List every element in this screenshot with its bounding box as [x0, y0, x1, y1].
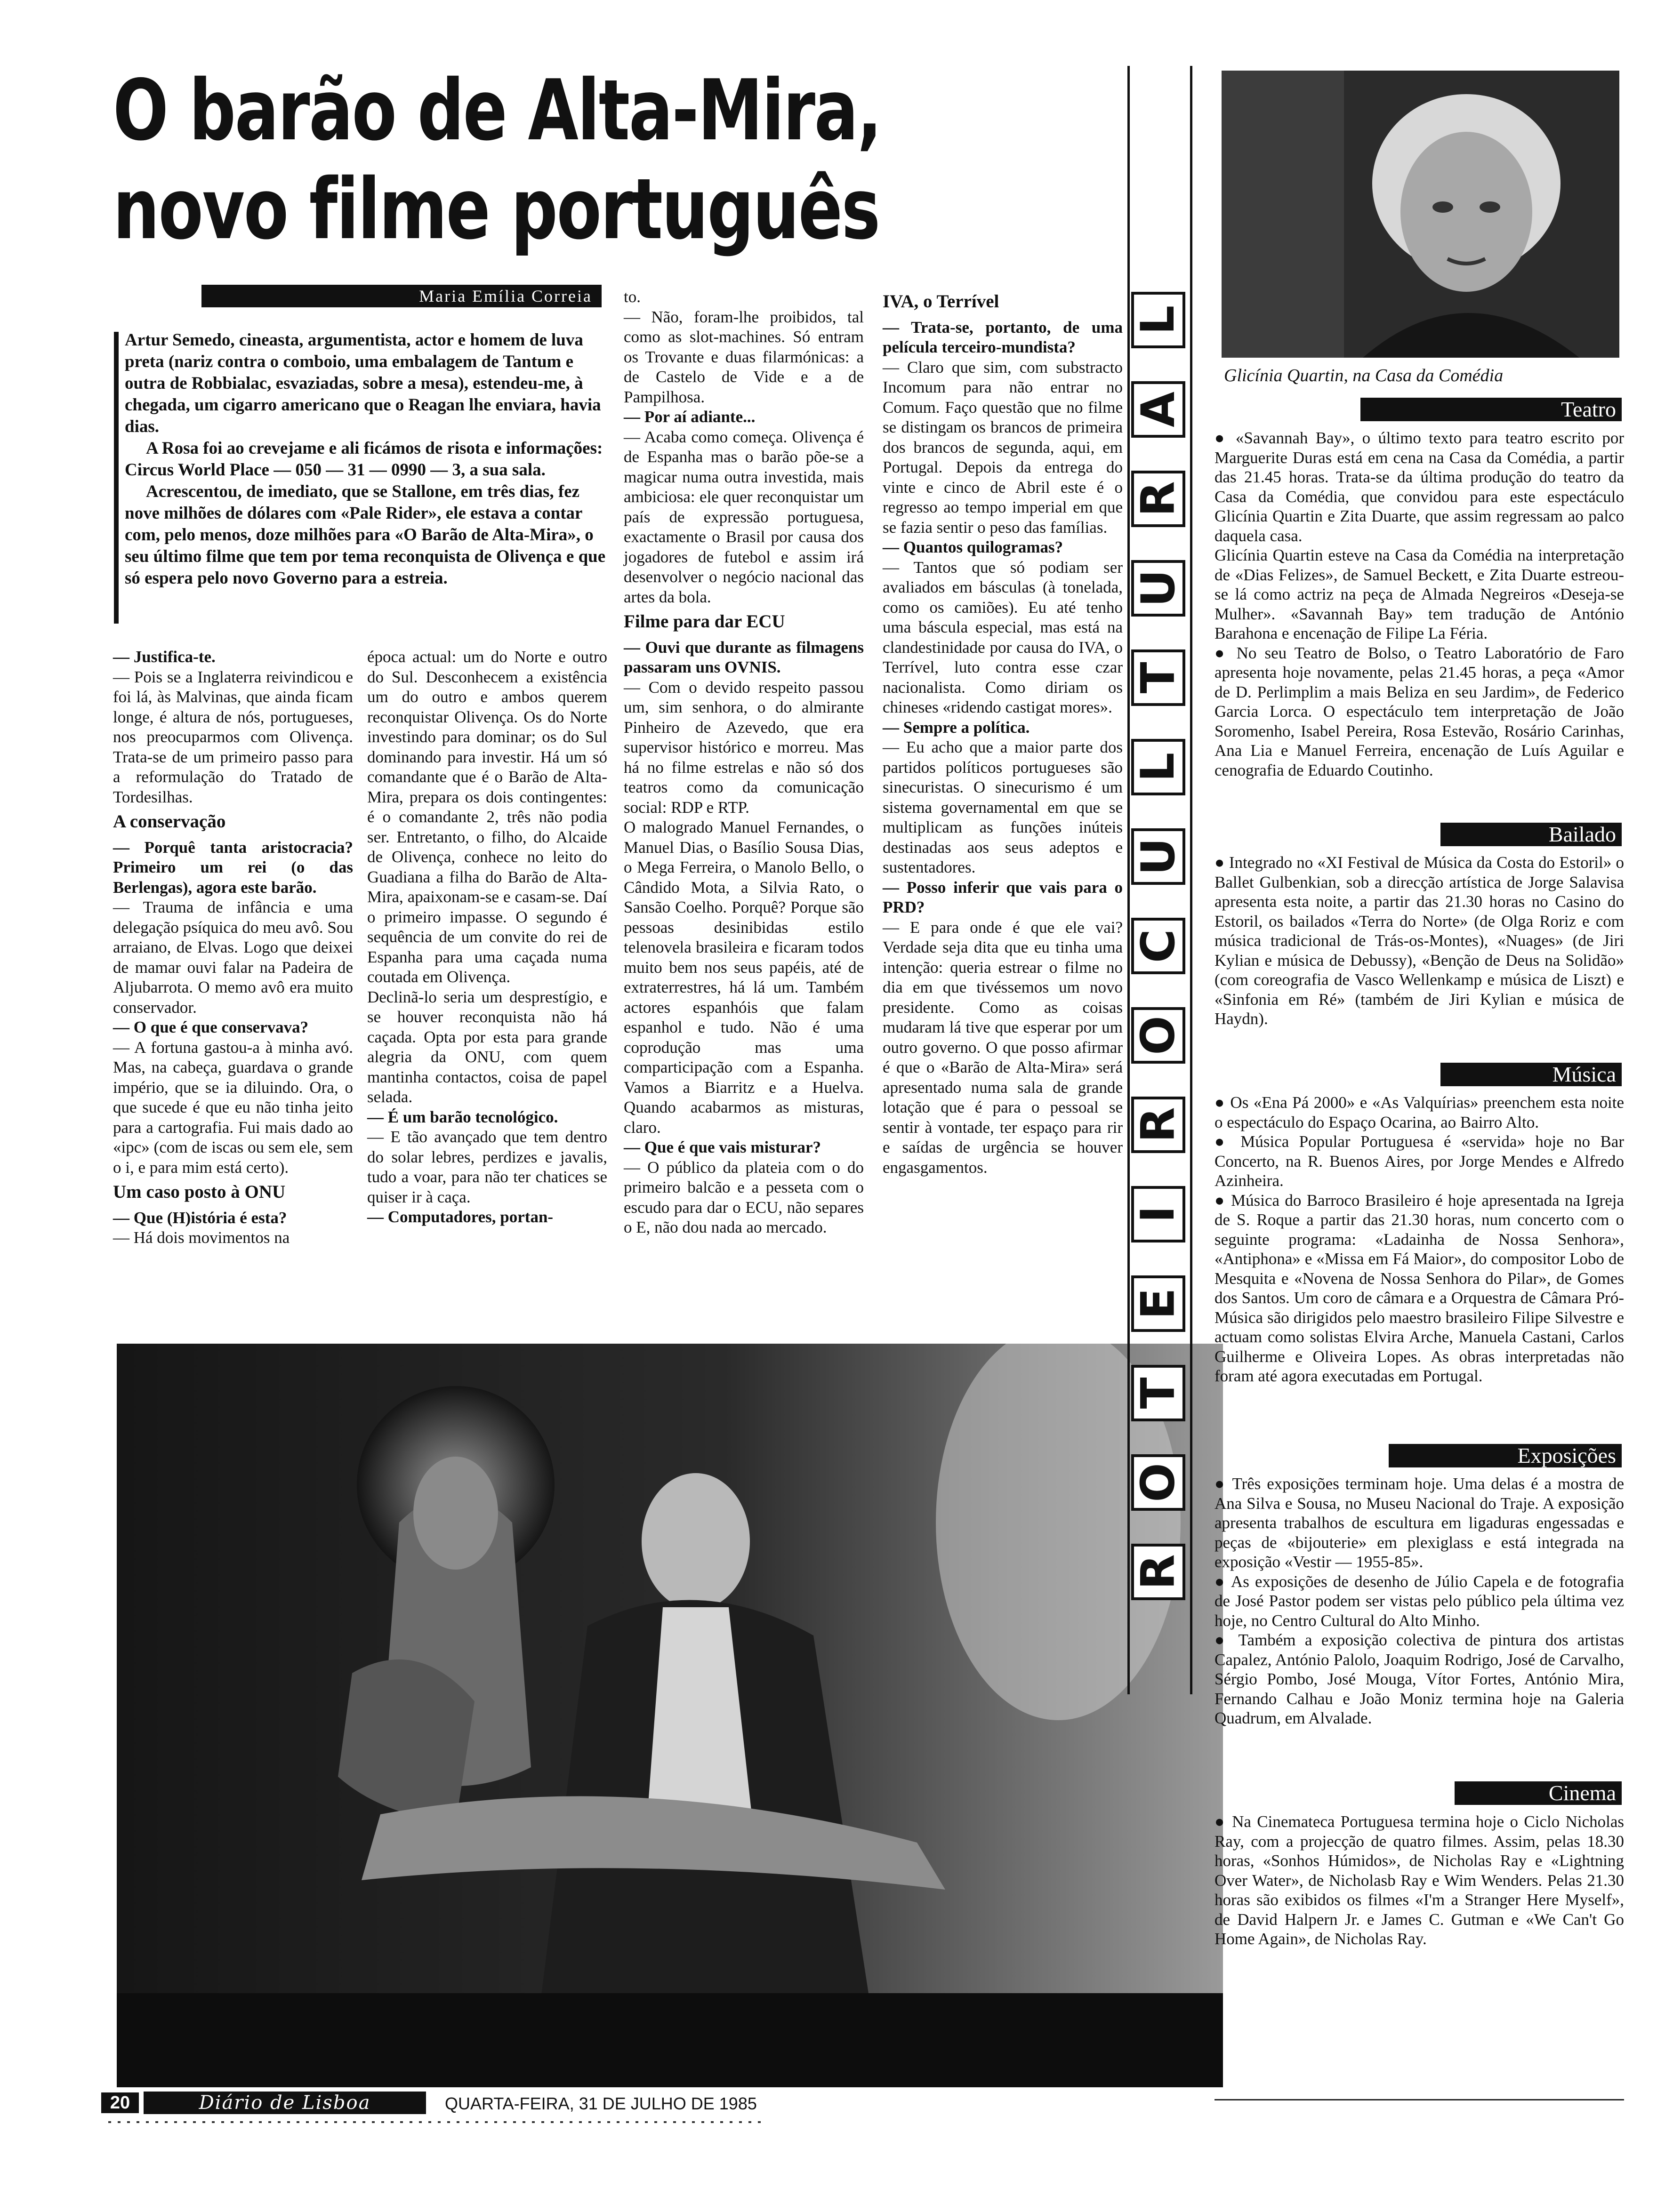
- interview-question: — Que é que vais misturar?: [624, 1138, 821, 1156]
- portrait-photo: [1222, 71, 1619, 358]
- section-heading-exposicoes: Exposições: [1389, 1444, 1622, 1467]
- paragraph: época actual: um do Norte e outro do Sul. Desconhecem a existência um do outro e ambos querem reconquistar Olivença. Os do Norte investindo para dominar; os do Sul dominando para investir. Há um só comandante que é o Barão de Alta-Mira, prepara os dois contingentes: é o comandante 2, três não podia ser. Entretanto, o filho, do Alcaide de Olivença, conhece no leito do Guadiana a filha do Barão de Alta-Mira, apaixonam-se e casam-se. Daí o primeiro impasse. O segundo é sequência de um convite do rei de Espanha para uma caçada numa coutada em Olivença.: [367, 648, 607, 986]
- paragraph: Declinã-lo seria um desprestígio, e se houver reconquista não há caçada. Opta por esta para grande alegria da ONU, com quem mantinha contactos, coisa de papel selada.: [367, 987, 607, 1106]
- subheading: IVA, o Terrível: [883, 291, 999, 312]
- paragraph: — Tantos que só podiam ser avaliados em básculas (à tonelada, como os camiões). Eu até tenho uma báscula especial, mas está na clandestinidade por causa do IVA, o Terrível, luto contra esse czar nacionalista. Como diriam os chineses «ridendo castigat mores».: [883, 558, 1123, 716]
- sidebar-title-letter: [1131, 1097, 1185, 1153]
- paragraph: to.: [624, 288, 641, 306]
- photo-illustration: [117, 1344, 1223, 2087]
- sidebar-title-letter-text: O: [1131, 1463, 1185, 1502]
- section-cinema: [1215, 1812, 1624, 1949]
- sidebar-title-letter: [1131, 292, 1185, 348]
- issue-date: QUARTA-FEIRA, 31 DE JULHO DE 1985: [445, 2094, 757, 2113]
- paragraph: — Claro que sim, com substracto Incomum para não entrar no Comum. Faço questão que no filme se distingam os brancos de primeira dos brancos de segunda, aqui, em Portugal. Depois da entrega do vinte e cinco de Abril este é o regresso ao tempo imperial em que se fazia sentir o peso das famílias.: [883, 358, 1123, 537]
- section-teatro: [1215, 428, 1624, 780]
- section-heading-bailado: Bailado: [1440, 823, 1622, 846]
- paragraph: — E tão avançado que tem dentro do solar lebres, perdizes e javalis, tudo a voar, para não ter chatices se quiser ir à caça.: [367, 1128, 607, 1206]
- paragraph: — O público da plateia com o do primeiro balcão e a pesseta com o escudo para dar o ECU, não separes o E, não dou nada ao mercado.: [624, 1158, 864, 1236]
- sidebar-title-letter-text: R: [1131, 1554, 1185, 1590]
- listing-paragraph: ● Integrado no «XI Festival de Música da Costa do Estoril» o Ballet Gulbenkian, sob a direcção artística de Jorge Salavisa apresenta esta noite, a partir das 21.30 horas no Casino do Estoril, os bailados «Terra do Norte» (de Olga Roriz e com música tradicional de Trás-os-Montes), «Nuages» (de Jiri Kylian e música de Debussy), «Benção de Deus na Solidão» (com coreografia de Vasco Wellenkamp e música de Liszt) e «Sinfonia em Ré» (também de Jiri Kylian e música de Haydn).: [1215, 853, 1624, 1028]
- article-photo: [117, 1344, 1223, 2087]
- listing-paragraph: ● No seu Teatro de Bolso, o Teatro Laboratório de Faro apresenta hoje novamente, pelas 21.45 horas, a peça «Amor de D. Perlimplim a mais Beliza en seu Jardim», de Federico Garcia Lorca. O espectáculo tem interpretação de João Soromenho, Isabel Pereira, Rosa Estevão, Rosário Carinhas, Ana Lia e Manuel Ferreira, encenação de Luís Aguilar e cenografia de Eduardo Coutinho.: [1215, 643, 1624, 779]
- sidebar-title-letter: [1131, 381, 1185, 438]
- sidebar-title-letter-text: E: [1131, 1288, 1185, 1320]
- article-column-4: [883, 287, 1123, 1178]
- paragraph: — Com o devido respeito passou um, sim senhora, o do almirante Pinheiro de Azevedo, que era supervisor histórico e morreu. Mas há no filme estrelas e não só dos teatros como da comunicação social: RDP e RTP.: [624, 678, 864, 817]
- paragraph: — Acaba como começa. Olivença é de Espanha mas o barão põe-se a magicar numa outra investida, mais ambiciosa: ele quer reconquistar um país de expressão portuguesa, exactamente o Brasil por causa dos jogadores de futebol e assim irá desenvolver o negócio nacional das artes da bola.: [624, 427, 864, 606]
- article-column-3: [624, 287, 864, 1238]
- intro: [125, 329, 610, 589]
- interview-question: — Posso inferir que vais para o PRD?: [883, 878, 1123, 916]
- sidebar-bottom-rule: [1215, 2099, 1624, 2100]
- sidebar-title-letter: [1131, 649, 1185, 706]
- headline-line-2: novo filme português: [113, 160, 879, 258]
- sidebar-title-letter: [1131, 1544, 1185, 1600]
- subheading: A conservação: [113, 811, 226, 832]
- footer-dotted-rule: [108, 2118, 767, 2126]
- section-heading-teatro: Teatro: [1360, 398, 1622, 421]
- interview-question: — O que é que conservava?: [113, 1018, 309, 1036]
- interview-question: — Ouvi que durante as filmagens passaram uns OVNIS.: [624, 638, 864, 676]
- sidebar-title-letter-text: L: [1131, 752, 1185, 782]
- sidebar-title-letter: [1131, 1007, 1185, 1064]
- portrait-caption: Glicínia Quartin, na Casa da Comédia: [1224, 366, 1504, 385]
- sidebar-title-letter-text: A: [1131, 392, 1185, 427]
- sidebar-title-letter: [1131, 828, 1185, 885]
- sidebar-title-letter-text: O: [1131, 1016, 1185, 1055]
- section-musica: [1215, 1093, 1624, 1386]
- listing-paragraph: ● Na Cinemateca Portuguesa termina hoje o Ciclo Nicholas Ray, com a projecção de quatro filmes. Assim, pelas 18.30 horas, «Sonhos Húmidos», de Nicholas Ray e «Lightning Over Water», de Nicholasb Ray e Wim Wenders. Pelas 21.30 horas são exibidos os filmes «I'm a Stranger Here Myself», de David Halpern Jr. e James C. Gutman e «We Can't Go Home Again», de Nicholas Ray.: [1215, 1812, 1624, 1948]
- article-column-1: [113, 647, 353, 1248]
- intro-paragraph: A Rosa foi ao crevejame e ali ficámos de risota e informações: Circus World Place — 050 — 31 — 0990 — 3, a sua sala.: [125, 439, 603, 480]
- sidebar-title-letter-text: I: [1131, 1205, 1185, 1223]
- subheading: Um caso posto à ONU: [113, 1182, 286, 1202]
- paragraph: — Eu acho que a maior parte dos partidos políticos portugueses são sinecuristas. O sinecurismo é um sistema governamental em que se multiplicam as funções inúteis destinadas aos seus adeptos e sustentadores.: [883, 738, 1123, 876]
- article-column-2: [367, 647, 607, 1227]
- subheading: Filme para dar ECU: [624, 611, 785, 632]
- listing-paragraph: ● Música do Barroco Brasileiro é hoje apresentada na Igreja de S. Roque a partir das 21.30 horas, num concerto com o seguinte programa: «Ladainha de Nossa Senhora», «Antiphona» e «Missa em Fá Maior», do compositor Lobo de Mesquita e «Novena de Nossa Senhora do Pilar», de Gomes dos Santos. Um coro de câmara e a Orquestra de Câmara Pró-Música são dirigidos pelo maestro brasileiro Filipe Silvestre e actuam como solistas Elvira Arche, Manuela Castani, Carlos Guilherme e Oliveira Lopes. As obras interpretadas não foram até agora executadas em Portugal.: [1215, 1191, 1624, 1385]
- byline-bar: [201, 285, 602, 307]
- sidebar-title-letter: [1131, 471, 1185, 527]
- sidebar-title-letter: [1131, 1275, 1185, 1332]
- interview-question: — Quantos quilogramas?: [883, 538, 1063, 556]
- interview-question: — É um barão tecnológico.: [367, 1107, 558, 1126]
- sidebar-title-letter-text: L: [1131, 305, 1185, 335]
- sidebar-title-letter: [1131, 1365, 1185, 1421]
- sidebar-title-letter-text: C: [1131, 929, 1185, 963]
- sidebar-title-letter-text: U: [1131, 569, 1185, 607]
- listing-paragraph: ● Três exposições terminam hoje. Uma delas é a mostra de Ana Silva e Sousa, no Museu Nacional do Traje. A exposição apresenta trabalhos de escultura em ligaduras engessadas e peças de «bijouterie» em plexiglass e está integrada na exposição «Vestir — 1955-85».: [1215, 1475, 1624, 1571]
- listing-paragraph: ● As exposições de desenho de Júlio Capela e de fotografia de José Pastor podem ser vistas pelo público pela última vez hoje, no Centro Cultural do Alto Minho.: [1215, 1572, 1624, 1630]
- listing-paragraph: ● Os «Ena Pá 2000» e «As Valquírias» preenchem esta noite o espectáculo do Espaço Ocarina, ao Bairro Alto.: [1215, 1093, 1624, 1131]
- sidebar-title-letter-text: R: [1131, 481, 1185, 517]
- sidebar-title-letter-text: R: [1131, 1107, 1185, 1143]
- sidebar-title-letter: [1131, 1454, 1185, 1511]
- sidebar-title-letter-text: T: [1131, 662, 1185, 694]
- listing-paragraph: ● Também a exposição colectiva de pintura dos artistas Capalez, António Palolo, Joaquim Rodrigo, José de Carvalho, Sérgio Pombo, José Mouga, Vítor Fortes, António Mira, Fernando Calhau e João Moniz termina hoje na Galeria Quadrum, em Alvalade.: [1215, 1631, 1624, 1727]
- interview-question: — Justifica-te.: [113, 648, 216, 666]
- section-bailado: [1215, 853, 1624, 1029]
- portrait-illustration: [1222, 71, 1619, 358]
- interview-question: — Que (H)istória é esta?: [113, 1208, 287, 1227]
- newspaper-name: Diário de Lisboa: [144, 2092, 426, 2114]
- interview-question: — Computadores, portan-: [367, 1208, 554, 1226]
- headline-line-1: O barão de Alta-Mira,: [113, 62, 881, 159]
- sidebar-title-letter: [1131, 1186, 1185, 1242]
- section-heading-musica: Música: [1440, 1063, 1622, 1086]
- sidebar-title-letter: [1131, 560, 1185, 617]
- paragraph: — Não, foram-lhe proibidos, tal como as slot-machines. Só entram os Trovante e duas filarmónicas: a de Castelo de Vide e a de Pampilhosa.: [624, 307, 864, 406]
- section-heading-cinema: Cinema: [1455, 1781, 1622, 1805]
- interview-question: — Trata-se, portanto, de uma película terceiro-mundista?: [883, 318, 1123, 356]
- paragraph: — E para onde é que ele vai? Verdade seja dita que eu tinha uma intenção: queria estrear o filme no dia em que tivéssemos um novo presidente. Como as coisas mudaram lá tive que esperar por um outro governo. O que posso afirmar é que o «Barão de Alta-Mira» será apresentado numa sala de grande lotação que é para o pessoal se sentir à vontade, ter espaço para rir e saídas de urgência se houver engasgamentos.: [883, 918, 1123, 1177]
- paragraph: — Pois se a Inglaterra reivindicou e foi lá, às Malvinas, que ainda ficam longe, é altura de nós, portugueses, nos preocuparmos com Olivença. Trata-se de um primeiro passo para a reformulação do Tratado de Tordesilhas.: [113, 667, 353, 806]
- sidebar-title-letter: [1131, 918, 1185, 974]
- intro-paragraph: Acrescentou, de imediato, que se Stallone, em três dias, fez nove milhões de dólares com «Pale Rider», ele estava a contar com, pelo menos, doze milhões para «O Barão de Alta-Mira», o seu último filme que tem por tema reconquista de Olivença e que só espera pelo novo Governo para a estreia.: [125, 482, 606, 588]
- intro-rule: [114, 332, 119, 624]
- paragraph: — Trauma de infância e uma delegação psíquica do meu avô. Sou arraiano, de Elvas. Logo que deixei de mamar ouvi falar na Padeira de Aljubarrota. O memo avô era muito conservador.: [113, 898, 353, 1017]
- interview-question: — Sempre a política.: [883, 718, 1030, 737]
- section-exposicoes: [1215, 1474, 1624, 1728]
- sidebar-title-letter: [1131, 739, 1185, 795]
- listing-paragraph: ● Música Popular Portuguesa é «servida» hoje no Bar Concerto, na R. Buenos Aires, por Jorge Mendes e Alfredo Azinheira.: [1215, 1132, 1624, 1190]
- byline: Maria Emília Correia: [419, 287, 592, 305]
- interview-question: — Por aí adiante...: [624, 408, 756, 426]
- page-number: 20: [101, 2092, 139, 2113]
- listing-paragraph: Glicínia Quartin esteve na Casa da Comédia na interpretação de «Dias Felizes», de Samuel Beckett, e Zita Duarte estreou-se lá como actriz na peça de Almada Negreiros «Deseja-se Mulher». «Savannah Bay» tem tradução de António Barahona e encenação de Filipe La Féria.: [1215, 546, 1624, 642]
- sidebar-title-letter-text: T: [1131, 1377, 1185, 1409]
- paragraph: O malogrado Manuel Fernandes, o Manuel Dias, o Basílio Sousa Dias, o Mega Ferreira, o Manolo Bello, o Cândido Mota, a Silvia Rato, o Sansão Coelho. Porquê? Porque são pessoas desinibidas estilo telenovela brasileira e ficaram todos muito bem nos seus papéis, até de extraterrestres, há lá um. Também actores espanhóis que falam espanhol e tudo. Não é uma coprodução mas uma comparticipação com a Espanha. Vamos a Biarritz e a Huelva. Quando acabarmos as misturas, claro.: [624, 818, 864, 1137]
- paragraph: — A fortuna gastou-a à minha avó. Mas, na cabeça, guardava o grande império, que se ia diluindo. Ora, o que sucede é que eu não tinha jeito para a cartografia. Fui mais dado ao «ipc» (com de iscas ou sem ele, sem o i, e para mim está certo).: [113, 1038, 353, 1177]
- listing-paragraph: ● «Savannah Bay», o último texto para teatro escrito por Marguerite Duras está em cena na Casa da Comédia, a partir das 21.45 horas. Trata-se da última produção do teatro da Casa da Comédia, que convidou para este espectáculo Glicínia Quartin e Zita Duarte, que assim regressam ao palco daquela casa.: [1215, 429, 1624, 545]
- interview-question: — Porquê tanta aristocracia? Primeiro um rei (o das Berlengas), agora este barão.: [113, 838, 353, 897]
- paragraph: — Há dois movimentos na: [113, 1228, 290, 1247]
- intro-paragraph: Artur Semedo, cineasta, argumentista, actor e homem de luva preta (nariz contra o comboio, uma embalagem de Tantum e outra de Robbialac, esvaziadas, sobre a mesa), estendeu-me, à chegada, um cigarro americano que o Reagan lhe enviara, havia dias.: [125, 330, 601, 436]
- headline: [113, 61, 881, 259]
- sidebar-title-letter-text: U: [1131, 838, 1185, 875]
